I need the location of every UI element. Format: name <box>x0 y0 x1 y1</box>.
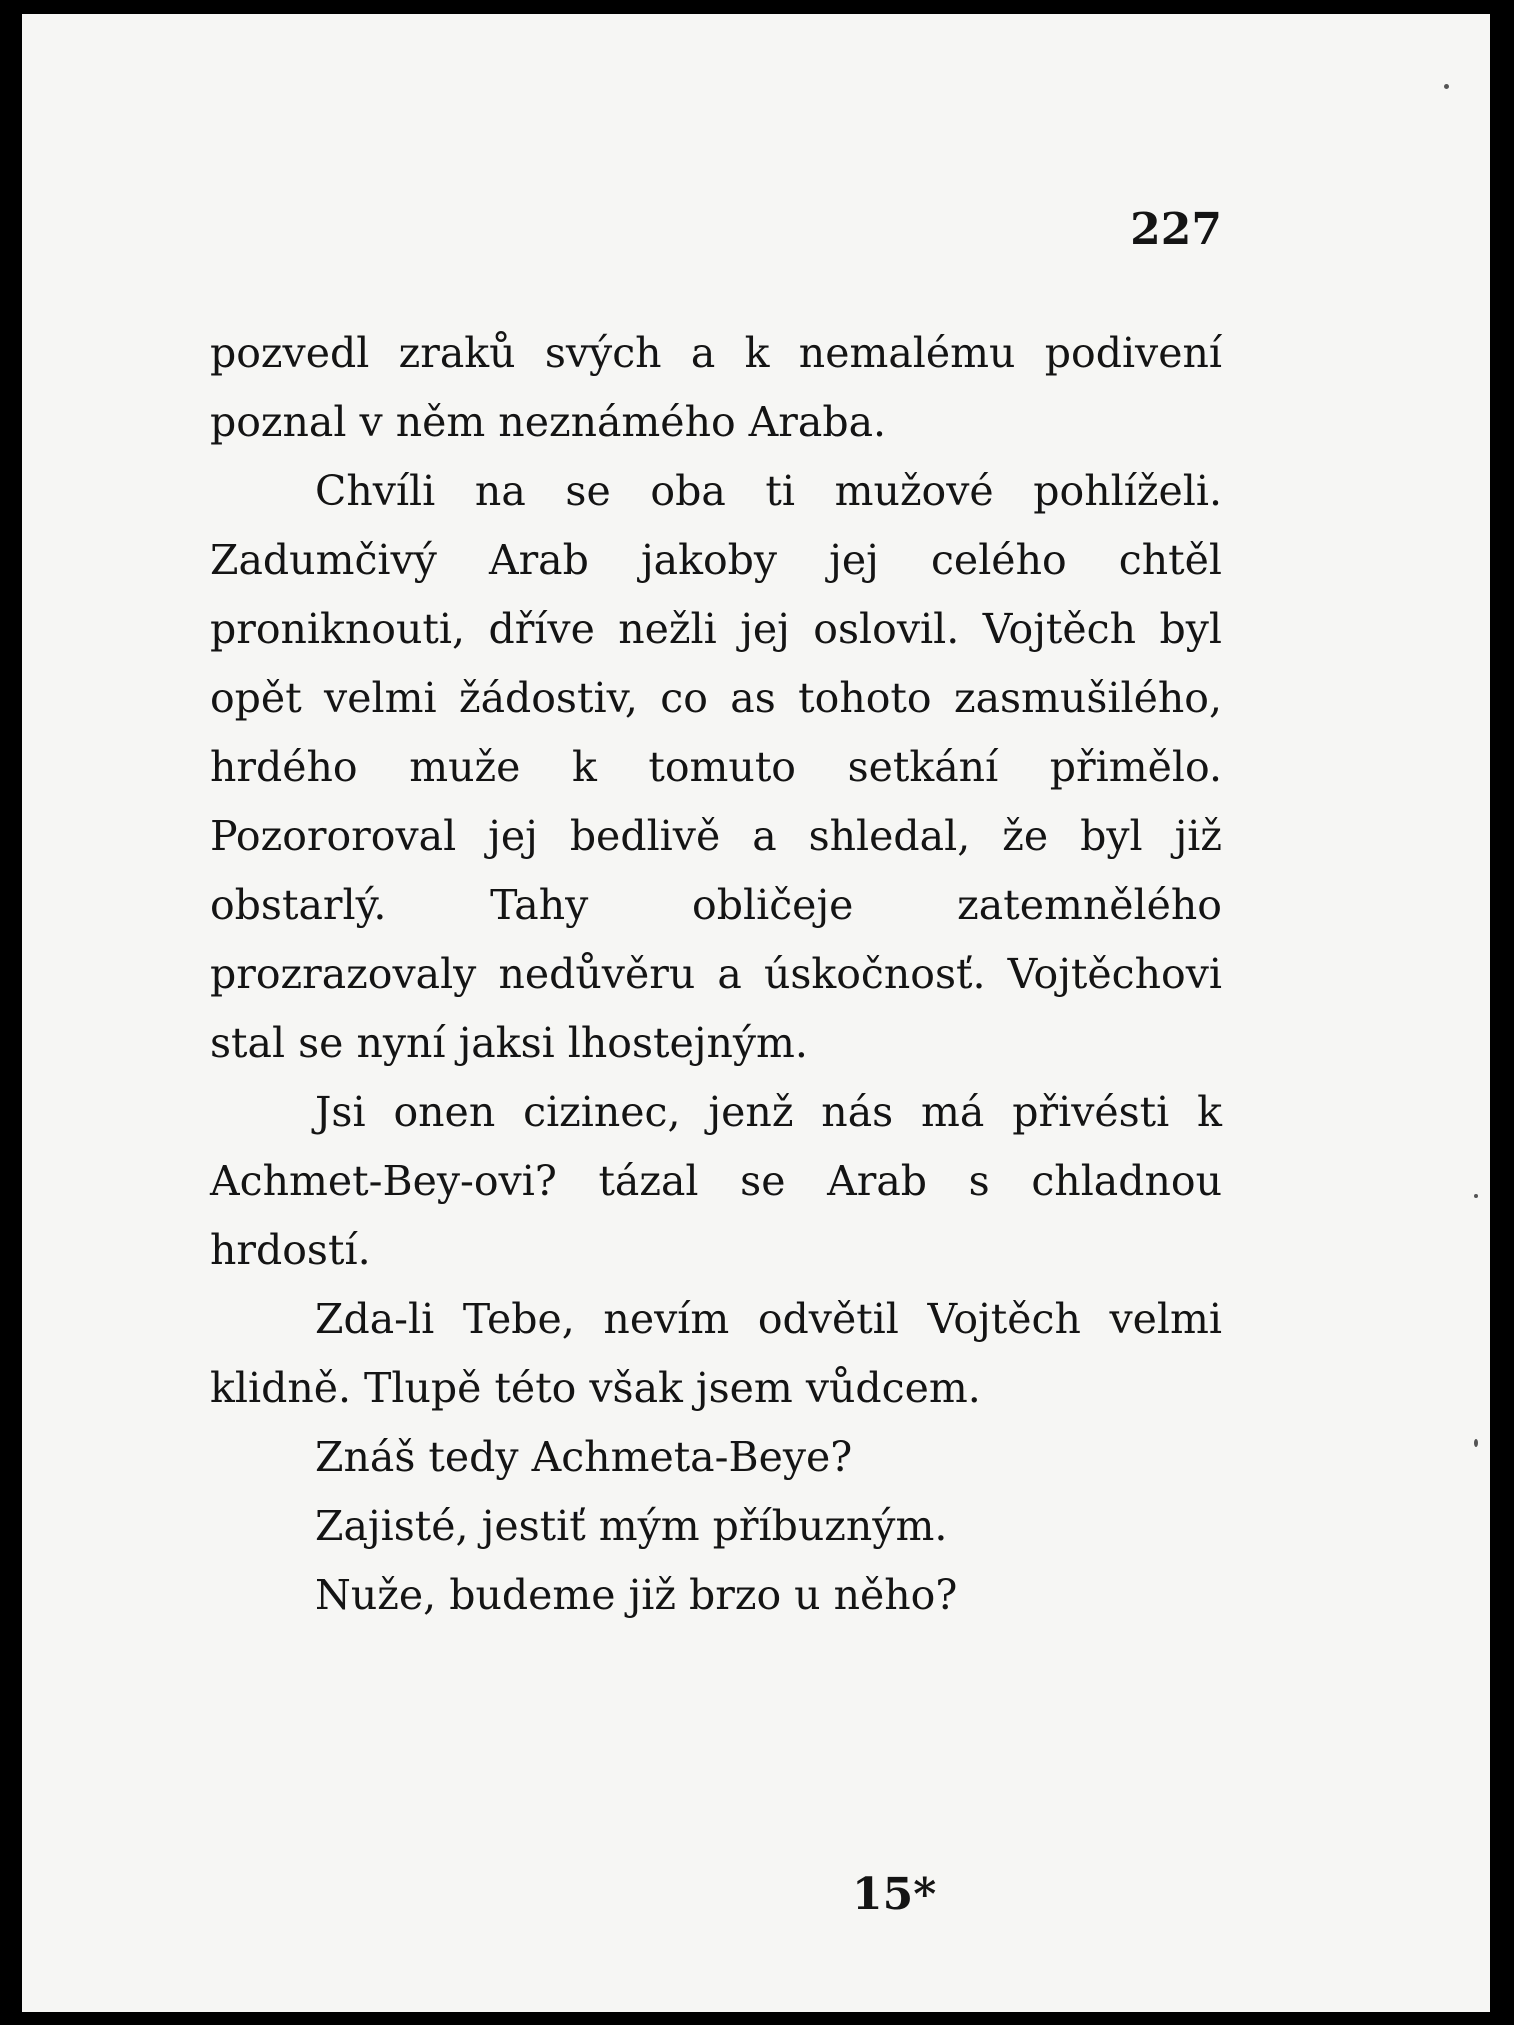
body-text <box>210 319 1222 1630</box>
scan-speck <box>1474 1439 1478 1447</box>
book-page <box>22 14 1490 2012</box>
paragraph-6: Zajisté, jestiť mým příbuzným. <box>315 1502 948 1550</box>
paragraph-3: Jsi onen cizinec, jenž nás má přivésti k Achmet-Bey-ovi? tázal se Arab s chladnou hrdostí. <box>210 1088 1222 1274</box>
scan-speck <box>1474 1194 1478 1198</box>
paragraph-1: pozvedl zraků svých a k nemalému podivení poznal v něm neznámého Araba. <box>210 329 1222 446</box>
paragraph-4: Zda-li Tebe, nevím odvětil Vojtěch velmi klidně. Tlupě této však jsem vůdcem. <box>210 1295 1222 1412</box>
paragraph-7: Nuže, budeme již brzo u něho? <box>315 1571 958 1619</box>
paragraph-2: Chvíli na se oba ti mužové pohlíželi. Zadumčivý Arab jakoby jej celého chtěl proniknouti, dříve nežli jej oslovil. Vojtěch byl opět velmi žádostiv, co as tohoto zasmušilého, hrdého muže k tomuto setkání přimělo. Pozororoval jej bedlivě a shledal, že byl již obstarlý. Tahy obličeje zatemnělého prozrazovaly nedůvěru a úskočnosť. Vojtěchovi stal se nyní jaksi lhostejným. <box>210 467 1222 1067</box>
page-number: 227 <box>1130 204 1222 255</box>
signature-mark: 15* <box>852 1869 937 1920</box>
scan-speck <box>1444 84 1449 89</box>
paragraph-5: Znáš tedy Achmeta-Beye? <box>315 1433 853 1481</box>
